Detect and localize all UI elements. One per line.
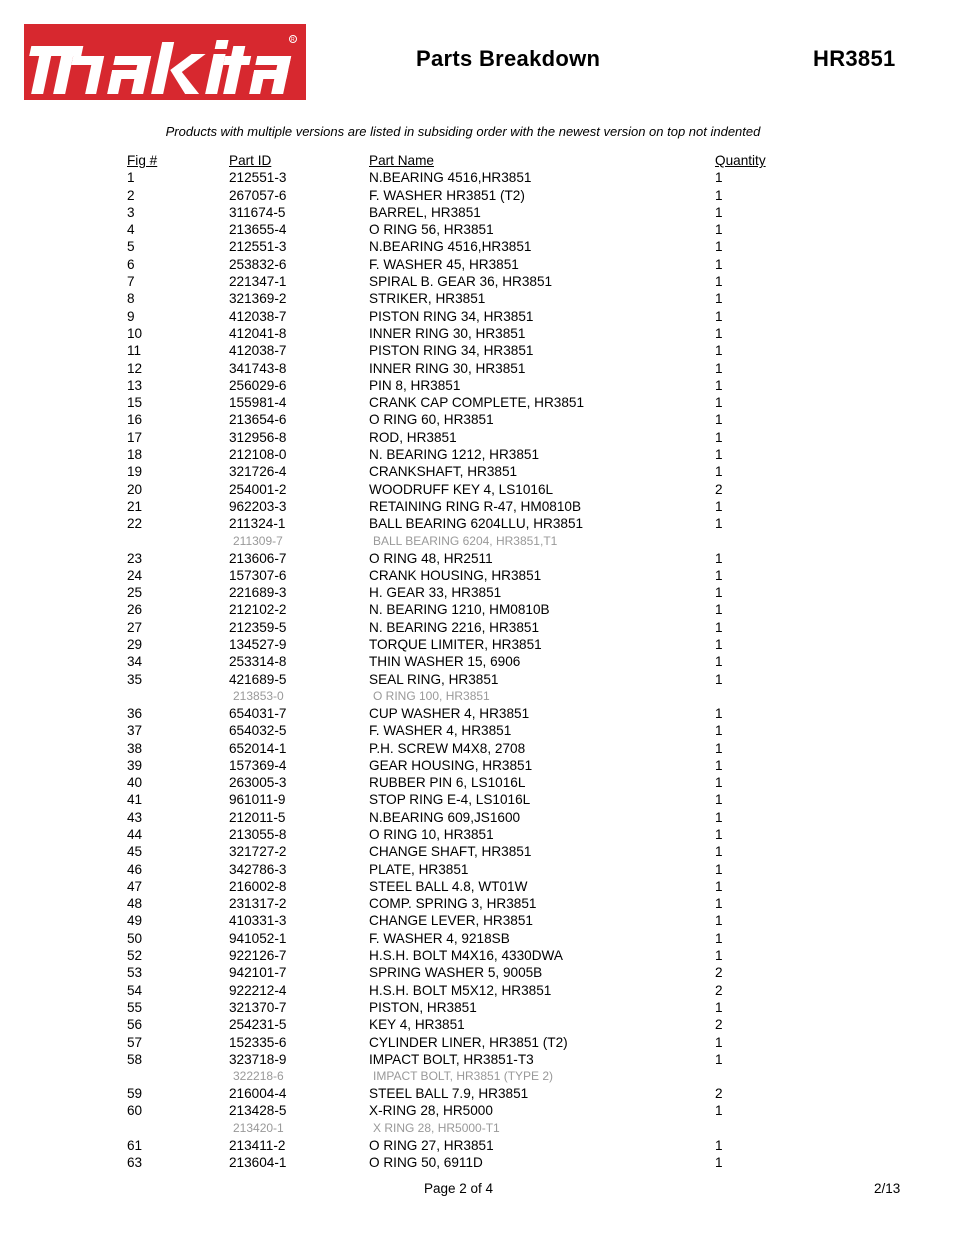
cell-fig: 10 [127, 325, 143, 341]
cell-quantity: 1 [715, 447, 723, 463]
cell-part-name: WOODRUFF KEY 4, LS1016L [369, 481, 554, 497]
table-row [0, 964, 954, 981]
makita-logo [24, 24, 306, 100]
table-row [0, 481, 954, 498]
cell-fig: 2 [127, 187, 135, 203]
cell-part-id: 231317-2 [229, 896, 287, 912]
cell-quantity: 1 [715, 654, 723, 670]
table-row [0, 204, 954, 221]
table-row [0, 619, 954, 636]
cell-part-name: STOP RING E-4, LS1016L [369, 792, 531, 808]
table-row [0, 861, 954, 878]
table-row [0, 584, 954, 601]
table-body [0, 169, 954, 1171]
cell-fig: 25 [127, 585, 143, 601]
cell-quantity: 1 [715, 395, 723, 411]
cell-quantity: 1 [715, 360, 723, 376]
cell-fig: 63 [127, 1155, 143, 1171]
cell-quantity: 2 [715, 965, 723, 981]
cell-quantity: 1 [715, 723, 723, 739]
cell-part-id: 216002-8 [229, 878, 287, 894]
cell-part-name: PLATE, HR3851 [369, 861, 469, 877]
cell-quantity: 1 [715, 291, 723, 307]
cell-fig: 34 [127, 654, 143, 670]
cell-quantity: 1 [715, 325, 723, 341]
cell-quantity: 1 [715, 775, 723, 791]
table-row [0, 238, 954, 255]
cell-part-id: 134527-9 [229, 637, 287, 653]
cell-part-id: 253314-8 [229, 654, 287, 670]
cell-fig: 19 [127, 464, 143, 480]
cell-part-id: 311674-5 [229, 204, 286, 220]
cell-fig: 52 [127, 948, 143, 964]
table-row [0, 377, 954, 394]
cell-fig: 49 [127, 913, 143, 929]
cell-fig: 44 [127, 826, 143, 842]
cell-fig: 15 [127, 395, 143, 411]
cell-fig: 16 [127, 412, 143, 428]
cell-part-id: 962203-3 [229, 498, 287, 514]
table-row [0, 1016, 954, 1033]
cell-quantity: 1 [715, 464, 723, 480]
table-row [0, 999, 954, 1016]
cell-part-id: 211324-1 [229, 516, 286, 532]
table-row [0, 325, 954, 342]
table-row [0, 273, 954, 290]
table-row [0, 671, 954, 688]
cell-fig: 29 [127, 637, 143, 653]
cell-part-name: O RING 27, HR3851 [369, 1137, 494, 1153]
table-row [0, 360, 954, 377]
cell-fig: 23 [127, 550, 143, 566]
table-row [0, 1137, 954, 1154]
parts-table [0, 152, 954, 1171]
cell-quantity: 1 [715, 740, 723, 756]
cell-part-id: 221347-1 [229, 274, 287, 290]
cell-part-name: H.S.H. BOLT M4X16, 4330DWA [369, 948, 563, 964]
cell-part-id: 263005-3 [229, 775, 287, 791]
cell-fig: 13 [127, 377, 143, 393]
cell-part-name: N.BEARING 4516,HR3851 [369, 239, 532, 255]
table-row [0, 791, 954, 808]
table-row [0, 912, 954, 929]
cell-quantity: 1 [715, 222, 723, 238]
cell-part-id: 213654-6 [229, 412, 287, 428]
cell-part-id: 342786-3 [229, 861, 287, 877]
cell-quantity: 1 [715, 1103, 723, 1119]
cell-part-name: X RING 28, HR5000-T1 [373, 1120, 500, 1135]
cell-part-name: STEEL BALL 4.8, WT01W [369, 878, 528, 894]
cell-part-name: PISTON RING 34, HR3851 [369, 308, 534, 324]
cell-quantity: 1 [715, 308, 723, 324]
cell-fig: 36 [127, 705, 143, 721]
table-row [0, 550, 954, 567]
cell-quantity: 1 [715, 1051, 723, 1067]
cell-part-id: 267057-6 [229, 187, 287, 203]
cell-part-name: F. WASHER 4, HR3851 [369, 723, 512, 739]
table-row [0, 256, 954, 273]
cell-part-name: STRIKER, HR3851 [369, 291, 486, 307]
cell-part-name: H.S.H. BOLT M5X12, HR3851 [369, 982, 552, 998]
cell-fig: 7 [127, 274, 135, 290]
cell-quantity: 1 [715, 1155, 723, 1171]
cell-part-id: 216004-4 [229, 1086, 287, 1102]
cell-fig: 35 [127, 671, 143, 687]
cell-part-name: N.BEARING 4516,HR3851 [369, 170, 532, 186]
cell-part-id: 942101-7 [229, 965, 287, 981]
cell-part-name: H. GEAR 33, HR3851 [369, 585, 502, 601]
cell-part-name: O RING 56, HR3851 [369, 222, 494, 238]
cell-quantity: 1 [715, 878, 723, 894]
table-row [0, 411, 954, 428]
cell-quantity: 1 [715, 429, 723, 445]
cell-quantity: 1 [715, 1137, 723, 1153]
table-row [0, 567, 954, 584]
cell-part-name: PISTON RING 34, HR3851 [369, 343, 534, 359]
cell-part-id: 961011-9 [229, 792, 286, 808]
table-row [0, 290, 954, 307]
cell-quantity: 1 [715, 757, 723, 773]
cell-part-name: CYLINDER LINER, HR3851 (T2) [369, 1034, 568, 1050]
cell-part-name: CRANK CAP COMPLETE, HR3851 [369, 395, 585, 411]
cell-fig: 9 [127, 308, 135, 324]
cell-part-name: CUP WASHER 4, HR3851 [369, 705, 530, 721]
table-row [0, 982, 954, 999]
cell-fig: 47 [127, 878, 143, 894]
cell-quantity: 2 [715, 1017, 723, 1033]
cell-part-name: STEEL BALL 7.9, HR3851 [369, 1086, 529, 1102]
model-number: HR3851 [813, 46, 896, 71]
cell-part-id: 922126-7 [229, 948, 287, 964]
cell-quantity: 1 [715, 187, 723, 203]
table-row [0, 394, 954, 411]
cell-fig: 57 [127, 1034, 143, 1050]
cell-fig: 17 [127, 429, 143, 445]
table-row [0, 1051, 954, 1068]
cell-fig: 11 [127, 343, 142, 359]
cell-part-name: IMPACT BOLT, HR3851-T3 [369, 1051, 534, 1067]
cell-quantity: 1 [715, 204, 723, 220]
cell-part-id: 155981-4 [229, 395, 287, 411]
cell-fig: 24 [127, 567, 143, 583]
cell-quantity: 1 [715, 913, 723, 929]
cell-quantity: 1 [715, 343, 723, 359]
table-row [0, 826, 954, 843]
cell-part-id: 312956-8 [229, 429, 287, 445]
cell-fig: 40 [127, 775, 143, 791]
cell-part-id: 211309-7 [233, 533, 283, 548]
cell-quantity: 1 [715, 792, 723, 808]
cell-part-id: 157307-6 [229, 567, 287, 583]
cell-quantity: 1 [715, 637, 723, 653]
cell-part-name: INNER RING 30, HR3851 [369, 360, 526, 376]
cell-fig: 26 [127, 602, 143, 618]
cell-part-name: BALL BEARING 6204LLU, HR3851 [369, 516, 584, 532]
cell-fig: 6 [127, 256, 135, 272]
cell-fig: 37 [127, 723, 143, 739]
cell-quantity: 2 [715, 1086, 723, 1102]
cell-quantity: 1 [715, 239, 723, 255]
cell-part-id: 213604-1 [229, 1155, 287, 1171]
cell-fig: 46 [127, 861, 143, 877]
cell-part-id: 654031-7 [229, 705, 287, 721]
cell-part-name: F. WASHER 45, HR3851 [369, 256, 519, 272]
cell-part-id: 253832-6 [229, 256, 287, 272]
cell-part-id: 922212-4 [229, 982, 287, 998]
cell-part-id: 213853-0 [233, 688, 284, 703]
cell-part-id: 321369-2 [229, 291, 287, 307]
cell-fig: 53 [127, 965, 143, 981]
cell-quantity: 1 [715, 516, 723, 532]
table-row [0, 221, 954, 238]
versions-note: Products with multiple versions are listed in subsiding order with the newest version on top not indented [165, 124, 761, 139]
cell-quantity: 1 [715, 567, 723, 583]
cell-part-name: SPRING WASHER 5, 9005B [369, 965, 543, 981]
table-row [0, 757, 954, 774]
table-row [0, 498, 954, 515]
cell-part-id: 212551-3 [229, 170, 287, 186]
cell-part-name: N. BEARING 1212, HR3851 [369, 447, 540, 463]
column-header-part-name: Part Name [369, 153, 434, 168]
cell-part-id: 221689-3 [229, 585, 287, 601]
cell-part-name: CHANGE SHAFT, HR3851 [369, 844, 532, 860]
cell-quantity: 1 [715, 412, 723, 428]
table-row [0, 653, 954, 670]
table-row [0, 1034, 954, 1051]
table-row [0, 515, 954, 532]
cell-quantity: 1 [715, 896, 723, 912]
cell-part-name: CRANKSHAFT, HR3851 [369, 464, 518, 480]
cell-fig: 22 [127, 516, 143, 532]
cell-part-id: 213420-1 [233, 1120, 284, 1135]
cell-part-name: RUBBER PIN 6, LS1016L [369, 775, 526, 791]
cell-quantity: 1 [715, 999, 723, 1015]
cell-part-name: N. BEARING 1210, HM0810B [369, 602, 550, 618]
table-row [0, 187, 954, 204]
table-row [0, 1085, 954, 1102]
cell-part-name: N. BEARING 2216, HR3851 [369, 619, 540, 635]
cell-quantity: 1 [715, 585, 723, 601]
cell-fig: 39 [127, 757, 143, 773]
cell-part-name: O RING 10, HR3851 [369, 826, 494, 842]
table-row [0, 895, 954, 912]
cell-quantity: 1 [715, 826, 723, 842]
cell-part-name: CHANGE LEVER, HR3851 [369, 913, 533, 929]
table-row [0, 1102, 954, 1119]
cell-quantity: 2 [715, 481, 723, 497]
cell-part-id: 412038-7 [229, 308, 287, 324]
cell-part-id: 412041-8 [229, 325, 287, 341]
table-row [0, 722, 954, 739]
cell-part-name: O RING 48, HR2511 [369, 550, 493, 566]
cell-part-id: 212102-2 [229, 602, 287, 618]
table-row [0, 636, 954, 653]
cell-quantity: 1 [715, 861, 723, 877]
table-row [0, 1154, 954, 1171]
table-row [0, 774, 954, 791]
cell-part-id: 410331-3 [229, 913, 287, 929]
cell-part-id: 212011-5 [229, 809, 286, 825]
cell-part-id: 157369-4 [229, 757, 287, 773]
cell-fig: 61 [127, 1137, 143, 1153]
cell-part-name: RETAINING RING R-47, HM0810B [369, 498, 582, 514]
cell-quantity: 1 [715, 948, 723, 964]
column-header-part-id: Part ID [229, 153, 272, 168]
cell-fig: 48 [127, 896, 143, 912]
table-row [0, 446, 954, 463]
cell-part-name: COMP. SPRING 3, HR3851 [369, 896, 537, 912]
table-row [0, 169, 954, 186]
makita-logo-icon [24, 24, 306, 100]
cell-fig: 45 [127, 844, 143, 860]
cell-part-name: P.H. SCREW M4X8, 2708 [369, 740, 526, 756]
cell-fig: 18 [127, 447, 143, 463]
cell-fig: 1 [127, 170, 135, 186]
cell-fig: 20 [127, 481, 143, 497]
cell-fig: 50 [127, 930, 143, 946]
cell-part-name: BARREL, HR3851 [369, 204, 481, 220]
table-row [0, 809, 954, 826]
cell-part-name: N.BEARING 609,JS1600 [369, 809, 521, 825]
cell-fig: 43 [127, 809, 143, 825]
cell-part-id: 941052-1 [229, 930, 287, 946]
cell-part-id: 213055-8 [229, 826, 287, 842]
cell-part-name: O RING 60, HR3851 [369, 412, 494, 428]
cell-part-name: CRANK HOUSING, HR3851 [369, 567, 542, 583]
cell-quantity: 1 [715, 377, 723, 393]
table-row-alternate [0, 533, 954, 550]
cell-quantity: 1 [715, 274, 723, 290]
cell-part-id: 322218-6 [233, 1069, 284, 1084]
table-row [0, 429, 954, 446]
cell-part-name: SEAL RING, HR3851 [369, 671, 499, 687]
cell-fig: 12 [127, 360, 143, 376]
page-number: Page 2 of 4 [424, 1181, 494, 1196]
cell-part-name: O RING 100, HR3851 [373, 688, 490, 703]
table-row [0, 740, 954, 757]
column-header-quantity: Quantity [715, 153, 766, 168]
cell-part-id: 254001-2 [229, 481, 287, 497]
cell-fig: 3 [127, 204, 135, 220]
cell-fig: 54 [127, 982, 143, 998]
cell-fig: 58 [127, 1051, 143, 1067]
cell-part-id: 212551-3 [229, 239, 287, 255]
table-row [0, 601, 954, 618]
cell-fig: 27 [127, 619, 143, 635]
table-row-alternate [0, 688, 954, 705]
cell-part-id: 213411-2 [229, 1137, 286, 1153]
cell-fig: 38 [127, 740, 143, 756]
table-row-alternate [0, 1120, 954, 1137]
cell-quantity: 1 [715, 498, 723, 514]
cell-part-name: BALL BEARING 6204, HR3851,T1 [373, 533, 558, 548]
cell-part-id: 213655-4 [229, 222, 287, 238]
cell-part-name: THIN WASHER 15, 6906 [369, 654, 521, 670]
cell-part-id: 321727-2 [229, 844, 287, 860]
cell-quantity: 1 [715, 705, 723, 721]
cell-part-name: F. WASHER 4, 9218SB [369, 930, 510, 946]
table-header [0, 152, 954, 169]
cell-quantity: 1 [715, 671, 723, 687]
cell-part-id: 152335-6 [229, 1034, 287, 1050]
cell-part-id: 212108-0 [229, 447, 287, 463]
cell-part-name: F. WASHER HR3851 (T2) [369, 187, 525, 203]
cell-part-id: 652014-1 [229, 740, 287, 756]
revision-date: 2/13 [874, 1181, 901, 1196]
cell-part-name: O RING 50, 6911D [369, 1155, 483, 1171]
cell-part-name: TORQUE LIMITER, HR3851 [369, 637, 542, 653]
cell-fig: 60 [127, 1103, 143, 1119]
cell-part-name: INNER RING 30, HR3851 [369, 325, 526, 341]
cell-part-name: GEAR HOUSING, HR3851 [369, 757, 533, 773]
cell-quantity: 2 [715, 982, 723, 998]
cell-quantity: 1 [715, 602, 723, 618]
cell-quantity: 1 [715, 809, 723, 825]
cell-part-name: PIN 8, HR3851 [369, 377, 461, 393]
cell-part-id: 213606-7 [229, 550, 287, 566]
cell-part-id: 321370-7 [229, 999, 287, 1015]
cell-fig: 8 [127, 291, 135, 307]
cell-quantity: 1 [715, 930, 723, 946]
cell-part-id: 213428-5 [229, 1103, 287, 1119]
cell-fig: 55 [127, 999, 143, 1015]
cell-quantity: 1 [715, 170, 723, 186]
cell-quantity: 1 [715, 844, 723, 860]
cell-quantity: 1 [715, 550, 723, 566]
cell-part-name: SPIRAL B. GEAR 36, HR3851 [369, 274, 553, 290]
table-row [0, 930, 954, 947]
table-row-alternate [0, 1068, 954, 1085]
column-header-fig: Fig # [127, 153, 158, 168]
cell-fig: 56 [127, 1017, 143, 1033]
table-row [0, 308, 954, 325]
cell-part-name: KEY 4, HR3851 [369, 1017, 465, 1033]
cell-part-id: 254231-5 [229, 1017, 287, 1033]
cell-fig: 5 [127, 239, 135, 255]
page-title: Parts Breakdown [416, 46, 601, 71]
cell-part-id: 256029-6 [229, 377, 287, 393]
table-row [0, 705, 954, 722]
table-row [0, 947, 954, 964]
cell-part-id: 412038-7 [229, 343, 287, 359]
cell-fig: 59 [127, 1086, 143, 1102]
table-row [0, 463, 954, 480]
table-row [0, 342, 954, 359]
cell-part-id: 321726-4 [229, 464, 287, 480]
cell-fig: 41 [127, 792, 143, 808]
cell-fig: 4 [127, 222, 135, 238]
cell-part-name: ROD, HR3851 [369, 429, 457, 445]
cell-quantity: 1 [715, 1034, 723, 1050]
cell-quantity: 1 [715, 619, 723, 635]
cell-part-name: X-RING 28, HR5000 [369, 1103, 493, 1119]
cell-part-id: 212359-5 [229, 619, 287, 635]
table-row [0, 878, 954, 895]
cell-quantity: 1 [715, 256, 723, 272]
cell-part-name: IMPACT BOLT, HR3851 (TYPE 2) [373, 1069, 554, 1084]
cell-fig: 21 [127, 498, 143, 514]
cell-part-id: 341743-8 [229, 360, 287, 376]
cell-part-name: PISTON, HR3851 [369, 999, 477, 1015]
svg-text:R: R [291, 37, 295, 43]
table-row [0, 843, 954, 860]
cell-part-id: 421689-5 [229, 671, 287, 687]
cell-part-id: 323718-9 [229, 1051, 287, 1067]
cell-part-id: 654032-5 [229, 723, 287, 739]
